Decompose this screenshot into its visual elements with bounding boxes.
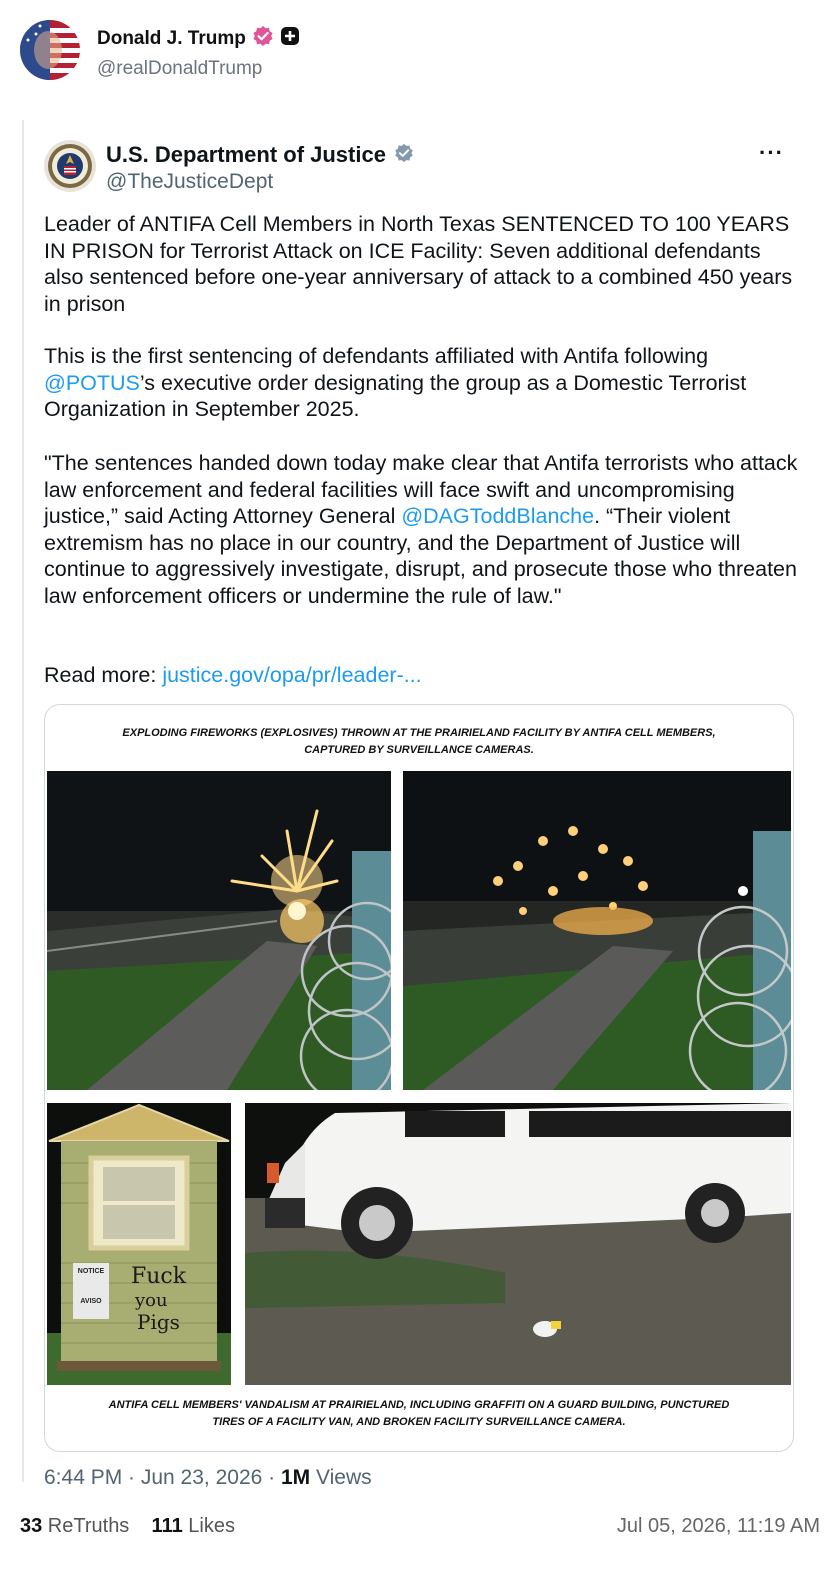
paragraph-2-end: ’s executive order designating the group as a Domestic Terrorist Organization in September 2025. [44,370,747,421]
views-count: 1M [280,1466,311,1489]
post-header [20,20,820,84]
post-paragraph-2 [44,343,804,423]
verified-badge-icon [252,25,274,52]
doj-seal-avatar[interactable] [44,140,96,192]
graffiti-line-2: you [135,1290,168,1311]
quote-border [22,120,24,1482]
quoted-post-header [44,140,794,200]
post-footer [20,1515,820,1538]
caption-top-line-1: EXPLODING FIREWORKS (EXPLOSIVES) THROWN AT THE PRAIRIELAND FACILITY BY ANTIFA CELL MEMBERS, [122,727,716,739]
media-caption-top [45,725,793,759]
graffiti-line-1: Fuck [131,1264,187,1289]
views-label: Views [310,1466,372,1489]
author-handle[interactable]: @realDonaldTrump [97,58,263,79]
dag-mention-link[interactable]: @DAGToddBlanche [401,504,595,528]
read-more-line [44,662,804,689]
likes-label: Likes [182,1515,235,1537]
post-paragraph-1: Leader of ANTIFA Cell Members in North Texas SENTENCED TO 100 YEARS IN PRISON for Terrorist Attack on ICE Facility: Seven additional defendants also sentenced before one-year anniversary of attack to a combined 450 years in prison [44,212,793,316]
post-date: Jul 05, 2026, 11:19 AM [616,1515,820,1537]
fireworks-photo-right[interactable] [403,771,791,1090]
caption-bottom-line-2: TIRES OF A FACILITY VAN, AND BROKEN FACILITY SURVEILLANCE CAMERA. [212,1416,626,1428]
read-more-link[interactable]: justice.gov/opa/pr/leader-... [162,663,422,687]
engagement-stats [20,1515,235,1537]
author-name[interactable]: Donald J. Trump [97,27,246,49]
quoted-author-name[interactable]: U.S. Department of Justice [106,142,386,167]
guard-building-photo[interactable] [47,1103,231,1385]
likes-link[interactable] [152,1515,235,1537]
facility-van-photo[interactable] [245,1103,791,1385]
retruths-label: ReTruths [42,1515,130,1537]
read-more-label: Read more: [44,663,163,687]
media-caption-bottom [45,1397,793,1431]
plus-badge-icon [280,26,300,51]
notice-sign-text: NOTICE [77,1268,105,1275]
paragraph-2-start: This is the first sentencing of defendants affiliated with Antifa following [44,344,709,368]
likes-count: 111 [151,1515,183,1537]
fireworks-photo-left[interactable] [47,771,391,1090]
quoted-timestamp-row [44,1466,372,1490]
retruths-link[interactable] [20,1515,129,1537]
paragraph-3-end: . “Their violent extremism has no place in our country, and the Department of Justice will continue to aggressively investigate, disrupt, and prosecute those who threaten law enforcement officers or undermine the rule of law." [44,504,797,608]
caption-bottom-line-1: ANTIFA CELL MEMBERS' VANDALISM AT PRAIRIELAND, INCLUDING GRAFFITI ON A GUARD BUILDING, PUNCTURED [108,1399,730,1411]
aviso-sign-text: AVISO [80,1298,102,1305]
graffiti-line-3: Pigs [137,1310,180,1334]
quoted-timestamp[interactable]: 6:44 PM · Jun 23, 2026 · [44,1466,281,1489]
potus-mention-link[interactable]: @POTUS [44,370,140,395]
verified-gray-icon [394,143,414,168]
retruths-count: 33 [20,1515,43,1537]
paragraph-3-start: "The sentences handed down today make clear that Antifa terrorists who attack law enforcement and federal facilities will face swift and uncompromising justice,” said Acting Attorney General [44,451,798,528]
author-avatar[interactable] [20,20,80,80]
more-options-button[interactable]: ··· [759,140,784,165]
post-paragraph-3 [44,450,804,609]
caption-top-line-2: CAPTURED BY SURVEILLANCE CAMERAS. [304,744,534,756]
quoted-author-handle[interactable]: @TheJusticeDept [106,170,274,193]
media-card[interactable] [44,704,794,1452]
